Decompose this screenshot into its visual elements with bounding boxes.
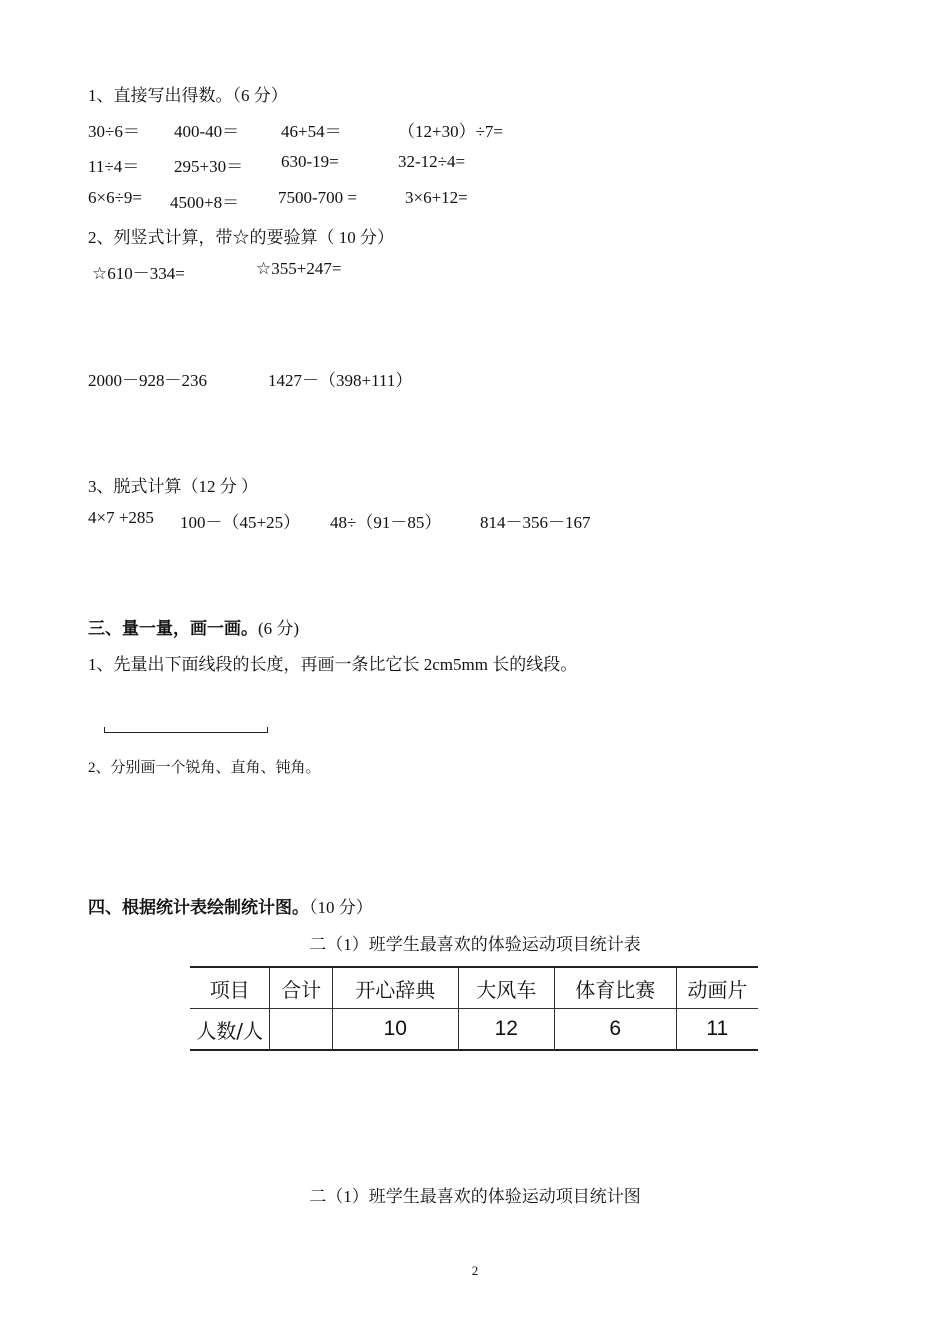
- section3-heading-text: 三、量一量，画一画。: [88, 619, 258, 638]
- page-number: 2: [471, 1263, 479, 1278]
- table-data-row: [190, 1009, 758, 1051]
- chart-caption: 二（1）班学生最喜欢的体验运动项目统计图: [309, 1187, 641, 1206]
- q3-item-4: 814－356－167: [480, 513, 591, 532]
- value-cell-4: 11: [676, 1009, 758, 1051]
- q2-item-3: 2000－928－236: [88, 371, 207, 390]
- q2-item-1: ☆610－334=: [92, 264, 185, 283]
- value-cell-1: 10: [332, 1009, 458, 1051]
- q1-r2-c3: 630-19=: [281, 152, 339, 171]
- section3-item-2: 2、分别画一个锐角、直角、钝角。: [88, 760, 321, 776]
- statistics-table: [190, 966, 758, 1051]
- q1-r3-c4: 3×6+12=: [405, 188, 468, 207]
- q1-title: 1、直接写出得数。（6 分）: [88, 86, 288, 105]
- q3-item-2: 100－（45+25）: [180, 513, 301, 532]
- header-cell-item: 项目: [190, 967, 270, 1009]
- section4-heading: [88, 893, 373, 918]
- table-header-row: [190, 967, 758, 1009]
- q1-r3-c3: 7500-700 =: [278, 188, 357, 207]
- header-cell-total: 合计: [270, 967, 333, 1009]
- section4-score: （10 分）: [309, 898, 373, 917]
- header-cell-3: 体育比赛: [554, 967, 676, 1009]
- q1-r1-c1: 30÷6＝: [88, 122, 140, 141]
- section3-item-1: 1、先量出下面线段的长度，再画一条比它长 2cm5mm 长的线段。: [88, 655, 578, 674]
- header-cell-1: 开心辞典: [332, 967, 458, 1009]
- q1-r1-c2: 400-40＝: [174, 122, 240, 141]
- section4-heading-text: 四、根据统计表绘制统计图。: [88, 898, 309, 917]
- q1-r1-c3: 46+54＝: [281, 122, 342, 141]
- q1-r3-c1: 6×6÷9=: [88, 188, 143, 207]
- value-cell-3: 6: [554, 1009, 676, 1051]
- section3-heading: [88, 614, 299, 639]
- section3-score: (6 分): [258, 619, 300, 638]
- q1-r2-c1: 11÷4＝: [88, 157, 140, 176]
- q3-title: 3、脱式计算（12 分 ）: [88, 477, 258, 496]
- q1-r2-c2: 295+30＝: [174, 157, 244, 176]
- q2-title: 2、列竖式计算，带☆的要验算（ 10 分）: [88, 228, 394, 247]
- line-segment: [104, 732, 268, 733]
- q1-r3-c2: 4500+8＝: [170, 193, 240, 212]
- row-label-cell: 人数/人: [190, 1009, 270, 1051]
- header-cell-2: 大风车: [458, 967, 554, 1009]
- q1-r1-c4: （12+30）÷7=: [398, 122, 504, 141]
- q2-item-2: ☆355+247=: [256, 259, 342, 278]
- table-caption: 二（1）班学生最喜欢的体验运动项目统计表: [309, 935, 641, 954]
- header-cell-4: 动画片: [676, 967, 758, 1009]
- total-cell: [270, 1009, 333, 1051]
- q1-r2-c4: 32-12÷4=: [398, 152, 466, 171]
- q2-item-4: 1427－（398+111）: [268, 371, 413, 390]
- q3-item-3: 48÷（91－85）: [330, 513, 442, 532]
- value-cell-2: 12: [458, 1009, 554, 1051]
- q3-item-1: 4×7 +285: [88, 508, 154, 527]
